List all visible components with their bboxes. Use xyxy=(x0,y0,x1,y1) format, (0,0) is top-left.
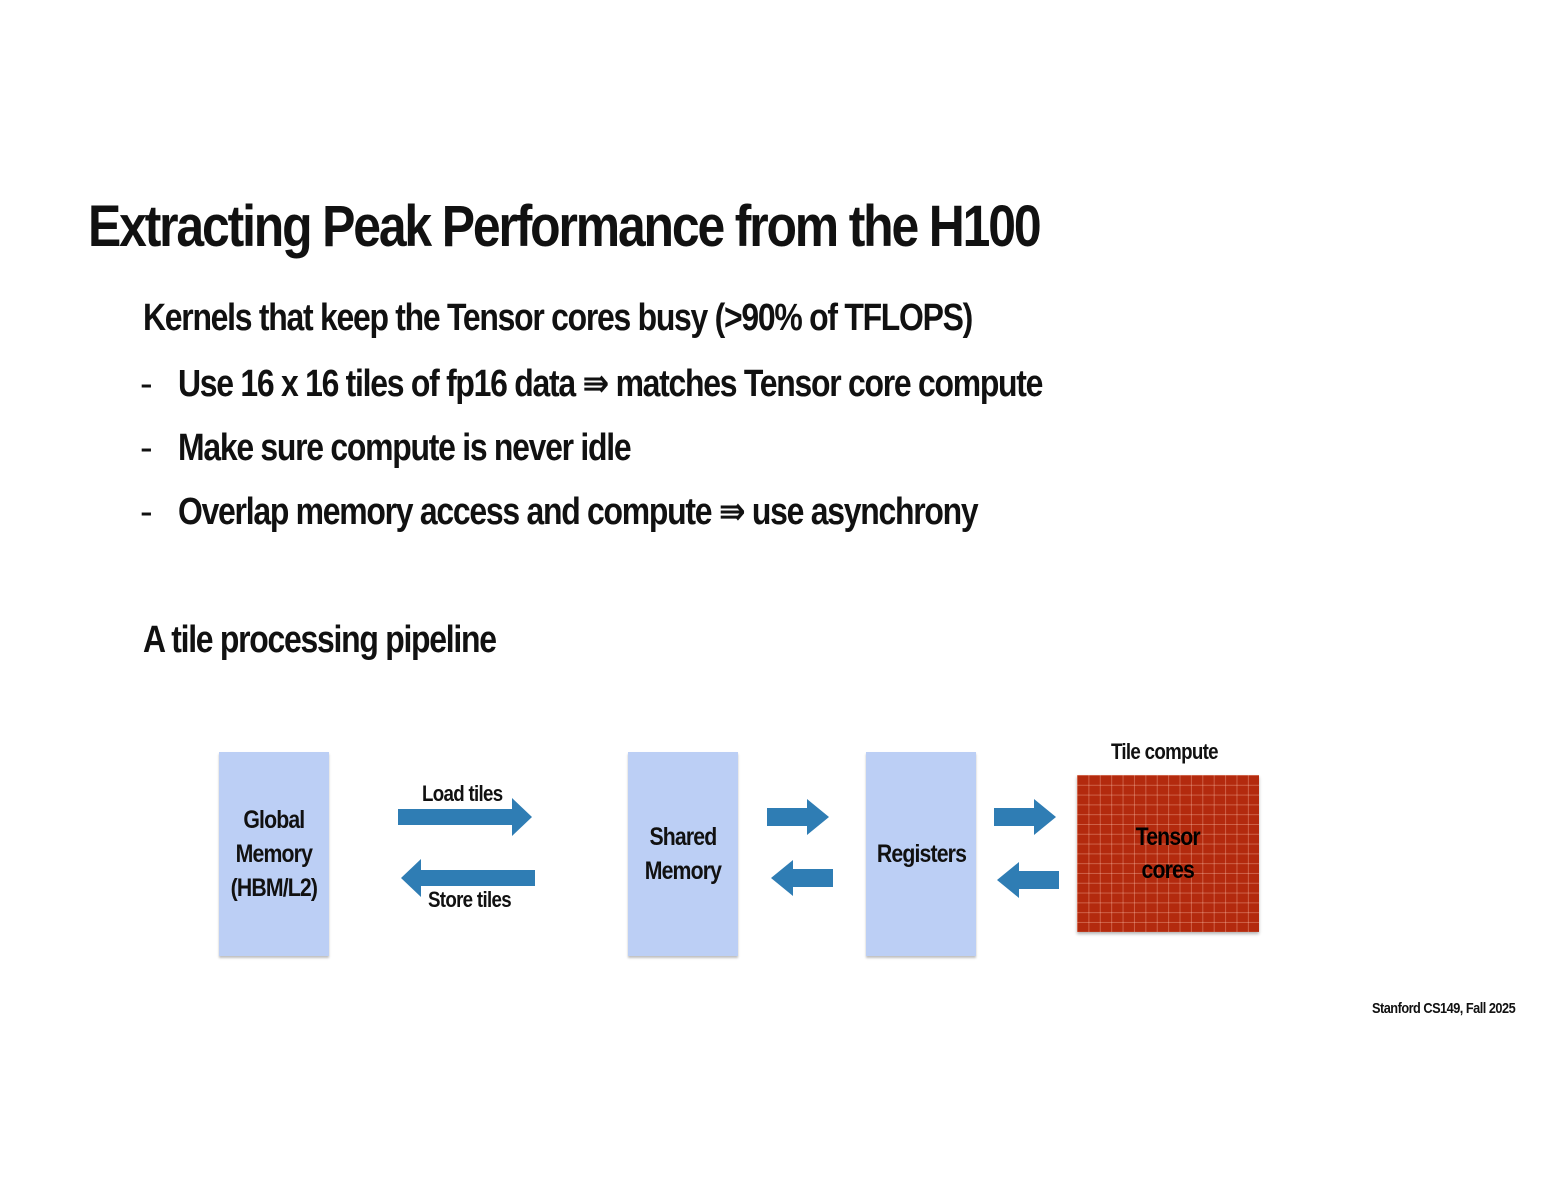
bullet-dash: - xyxy=(140,363,152,405)
footer-credit: Stanford CS149, Fall 2025 xyxy=(1372,1000,1516,1017)
bullet-dash: - xyxy=(140,427,152,469)
shared-memory-label: Shared Memory xyxy=(644,823,722,885)
intro-text: Kernels that keep the Tensor cores busy (>90% of TFLOPS) xyxy=(143,297,973,339)
registers-to-shared-arrow-icon xyxy=(771,860,833,896)
load-tiles-arrow-icon xyxy=(398,798,532,836)
section-heading: A tile processing pipeline xyxy=(143,619,496,661)
registers-to-tensor-arrow-icon xyxy=(994,799,1056,835)
shared-memory-box xyxy=(628,752,738,956)
bullet-text: Overlap memory access and compute ⇛ use asynchrony xyxy=(178,491,978,533)
slide-title: Extracting Peak Performance from the H100 xyxy=(88,194,1040,259)
bullet-dash: - xyxy=(140,491,152,533)
shared-to-registers-arrow-icon xyxy=(767,799,829,835)
store-tiles-label: Store tiles xyxy=(428,887,511,912)
tensor-to-registers-arrow-icon xyxy=(997,862,1059,898)
global-memory-box xyxy=(219,752,329,956)
bullet-text: Use 16 x 16 tiles of fp16 data ⇛ matches Tensor core compute xyxy=(178,363,1043,405)
registers-box xyxy=(866,752,976,956)
bullet-text: Make sure compute is never idle xyxy=(178,427,631,469)
load-tiles-label: Load tiles xyxy=(422,781,503,806)
tensor-cores-label: Tensor cores xyxy=(1135,822,1201,884)
global-memory-label: Global Memory (HBM/L2) xyxy=(230,806,318,902)
registers-label: Registers xyxy=(876,840,966,868)
tile-compute-caption: Tile compute xyxy=(1111,739,1218,764)
tensor-cores-box xyxy=(1077,775,1259,932)
